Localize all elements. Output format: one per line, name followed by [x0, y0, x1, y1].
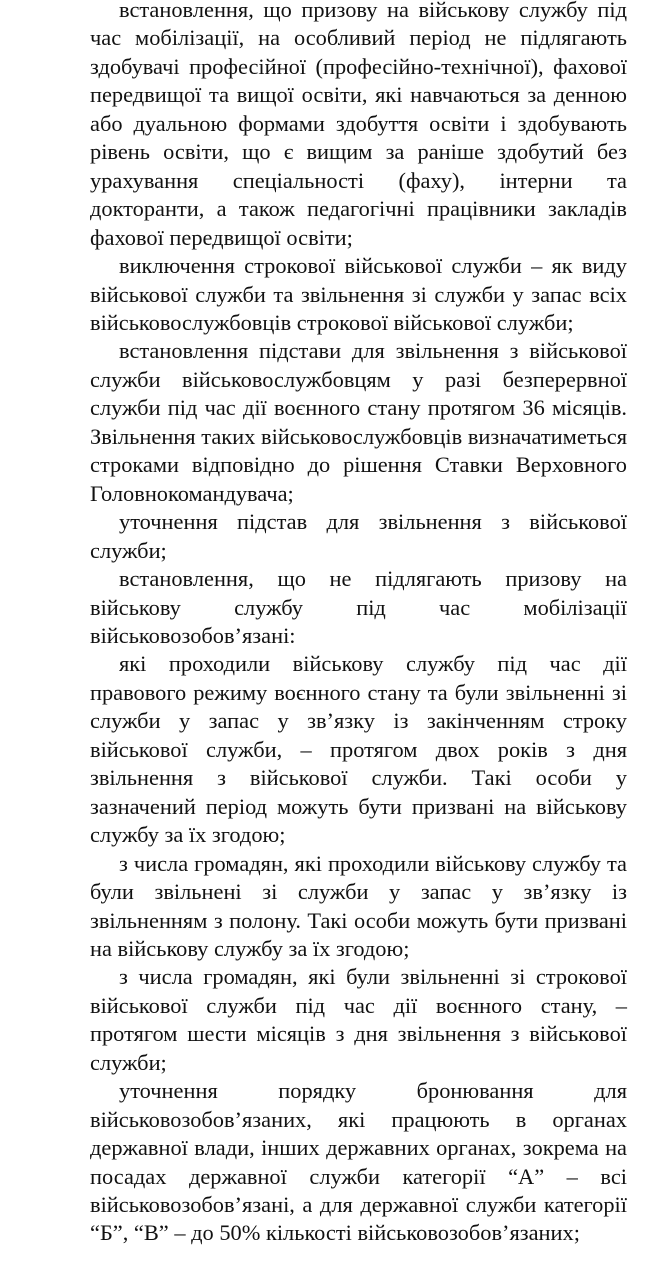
document-page — [90, 0, 627, 1248]
paragraph-mobilization-exemptions: встановлення, що не підлягають призову на військову службу під час мобілізації військовозобов’язані: — [90, 566, 627, 648]
paragraph-reservation-procedure: уточнення порядку бронювання для військовозобов’язаних, які працюють в органах державної влади, інших державних органах, зокрема на посадах державної служби категорії “А” – всі військовозобов’язані, а для державної служби категорії “Б”, “В” – до 50% кількості військовозобов’язаних; — [90, 1078, 627, 1246]
paragraph-exemption-released-captives: з числа громадян, які проходили військову службу та були звільнені зі служби у запас у зв’язку із звільненням з полону. Такі особи можуть бути призвані на військову службу за їх згодою; — [90, 850, 627, 961]
paragraph-exemption-served-veterans: які проходили військову службу під час дії правового режиму воєнного стану та були звільненні зі служби у запас у зв’язку із закінченням строку військової служби, – протягом двох років з дня звільнення з військової служби. Такі особи у зазначений період можуть бути призвані на військову службу за їх згодою; — [90, 651, 627, 848]
paragraph-conscript-service-removal: виключення строкової військової служби – як виду військової служби та звільнення зі служби у запас всіх військовослужбовців строкової військової служби; — [90, 253, 627, 335]
paragraph-exemption-conscripts: з числа громадян, які були звільненні зі строкової військової служби під час дії воєнного стану, – протягом шести місяців з дня звільнення з військової служби; — [90, 964, 627, 1075]
paragraph-student-exemption: встановлення, що призову на військову службу під час мобілізації, на особливий період не підлягають здобувачі професійної (професійно-технічної), фахової передвищої та вищої освіти, які навчаються за денною або дуальною формами здобуття освіти і здобувають рівень освіти, що є вищим за раніше здобутий без урахування спеціальності (фаху), інтерни та докторанти, а також педагогічні працівники закладів фахової передвищої освіти; — [90, 0, 627, 250]
paragraph-discharge-grounds: уточнення підстав для звільнення з військової служби; — [90, 509, 627, 563]
paragraph-36-month-discharge: встановлення підстави для звільнення з військової служби військовослужбовцям у разі безперервної служби під час дії воєнного стану протягом 36 місяців. Звільнення таких військовослужбовців визначатиметься строками відповідно до рішення Ставки Верховного Головнокомандувача; — [90, 338, 627, 506]
